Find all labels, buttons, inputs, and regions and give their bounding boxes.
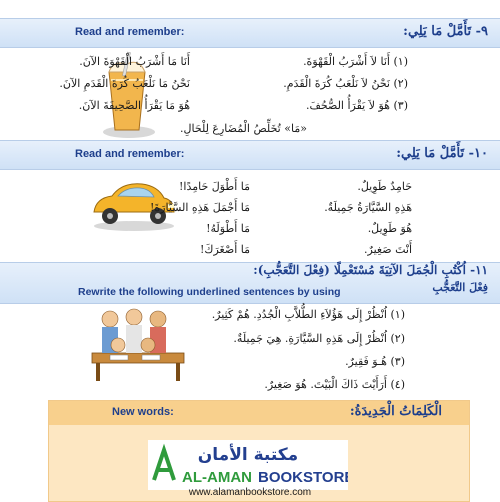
section9-row3-right: (٣) هُوَ لاَ يَقْرَأُ الصُّحُفَ. — [306, 99, 408, 112]
section10-row1-left: مَا أَطْوَلَ حَامِدًا! — [178, 180, 250, 193]
section9-row2-right: (٢) نَحْنُ لاَ نَلْعَبُ كُرَةَ الْقَدَمِ. — [283, 77, 408, 90]
section9-en-heading: Read and remember: — [75, 26, 185, 38]
section9-ar-heading: ٩- تَأَمَّلْ مَا يَلِي: — [403, 24, 488, 39]
section9-row2-left: نَحْنُ مَا نَلْعَبُ كُرَةَ الْقَدَمِ الآنَ. — [59, 77, 190, 90]
students-classroom-illustration — [88, 305, 188, 385]
section10-row2-right: هَذِهِ السَّيَّارَةُ جَمِيلَةٌ. — [324, 201, 412, 214]
al-aman-logo-mark — [148, 440, 348, 488]
new-words-en-heading: New words: — [112, 406, 174, 418]
new-words-ar-heading: الْكَلِمَاتُ الْجَدِيدَةُ: — [349, 404, 442, 419]
section11-row2: (٢) اُنْظُرْ إِلَى هَذِهِ السَّيَّارَةِ. هِيَ جَمِيلَةٌ. — [233, 332, 405, 345]
bookstore-url: www.alamanbookstore.com — [188, 487, 312, 498]
section9-note: «مَا» تُخَلِّصُ الْمُضَارِعَ لِلْحَالِ. — [180, 122, 307, 135]
section11-row4: (٤) أَرَأَيْتَ ذَاكَ الْبَيْتَ. هُوَ صَغِيرٌ. — [264, 378, 405, 391]
section11-en-heading: Rewrite the following underlined sentences by using — [78, 286, 341, 298]
section9-row3-left: هُوَ مَا يَقْرَأُ الصَّحِيفَةَ الآنَ. — [78, 99, 190, 112]
section11-ar-subheading: فِعْلَ التَّعَجُّبِ — [432, 281, 488, 294]
section11-row3: (٣) هُـوَ فَقِيرٌ. — [345, 355, 405, 368]
section10-en-heading: Read and remember: — [75, 148, 185, 160]
section10-row1-right: حَامِدٌ طَوِيلٌ. — [357, 180, 412, 193]
section10-row4-right: أَنْتَ صَغِيرٌ. — [364, 243, 412, 256]
section10-row3-left: مَا أَطْوَلَهُ! — [206, 222, 250, 235]
bookstore-logo — [148, 440, 348, 490]
section10-row3-right: هُوَ طَوِيلٌ. — [367, 222, 412, 235]
logo-en-text-2: BOOKSTORE — [258, 469, 348, 486]
section11-row1: (١) اُنْظُرْ إِلَى هَؤُلاَءِ الطُّلاَّبِ الْجُدُدِ. هُمْ كَثِيرٌ. — [211, 308, 405, 321]
section9-row1-right: (١) أَنَا لاَ أَشْرَبُ الْقَهْوَةَ. — [303, 55, 408, 68]
section10-row2-left: مَا أَجْمَلَ هَذِهِ السَّيَّارَةَ! — [149, 201, 250, 214]
section10-ar-heading: ١٠- تَأَمَّلْ مَا يَلِي: — [396, 146, 488, 161]
section9-row1-left: أَنَا مَا أَشْرَبُ الْقَهْوَةَ الآنَ. — [79, 55, 190, 68]
logo-ar-text: مكتبة الأمان — [197, 445, 299, 465]
section11-ar-heading: ١١- اُكْتُبِ الْجُمَلَ الآتِيَةَ مُسْتَعْمِلًا (فِعْلَ التَّعَجُّبِ): — [253, 263, 488, 277]
logo-en-text-1: AL-AMAN — [182, 469, 252, 486]
section10-row4-left: مَا أَصْغَرَكَ! — [200, 243, 250, 256]
